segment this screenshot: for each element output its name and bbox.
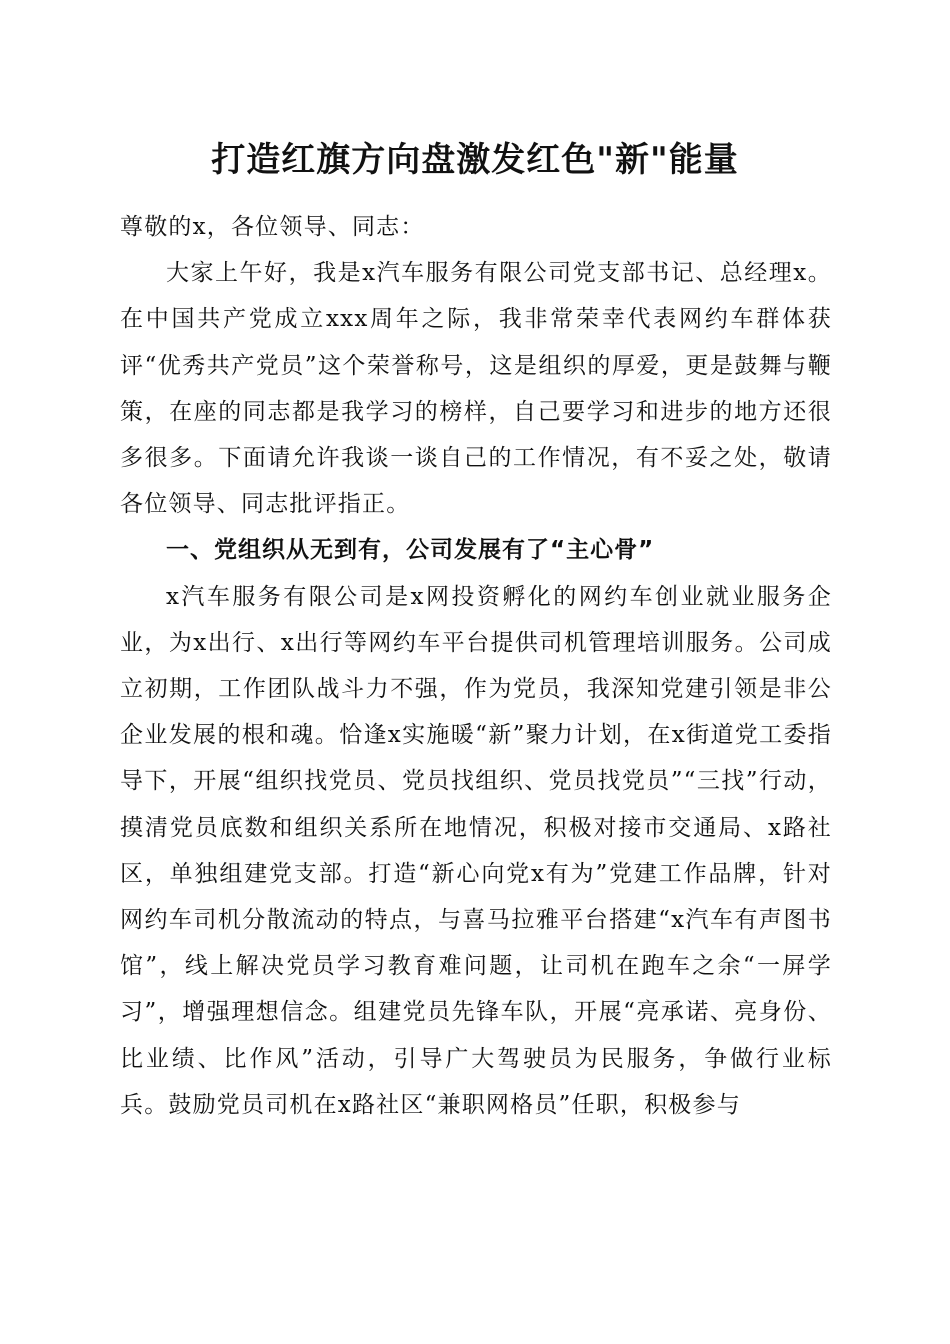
document-title: 打造红旗方向盘激发红色"新"能量 xyxy=(211,140,739,180)
document-body xyxy=(120,204,832,1128)
section-paragraph: x汽车服务有限公司是x网投资孵化的网约车创业就业服务企业，为x出行、x出行等网约车平台提供司机管理培训服务。公司成立初期，工作团队战斗力不强，作为党员，我深知党建引领是非公企业发展的根和魂。恰逢x实施暖“新”聚力计划，在x街道党工委指导下，开展“组织找党员、党员找组织、党员找党员”“三找”行动，摸清党员底数和组织关系所在地情况，积极对接市交通局、x路社区，单独组建党支部。打造“新心向党x有为”党建工作品牌，针对网约车司机分散流动的特点，与喜马拉雅平台搭建“x汽车有声图书馆”，线上解决党员学习教育难问题，让司机在跑车之余“一屏学习”，增强理想信念。组建党员先锋车队，开展“亮承诺、亮身份、比业绩、比作风”活动，引导广大驾驶员为民服务，争做行业标兵。鼓励党员司机在x路社区“兼职网格员”任职，积极参与 xyxy=(120,583,832,1118)
intro-paragraph: 大家上午好，我是x汽车服务有限公司党支部书记、总经理x。在中国共产党成立xxx周年之际，我非常荣幸代表网约车群体获评“优秀共产党员”这个荣誉称号，这是组织的厚爱，更是鼓舞与鞭策，在座的同志都是我学习的榜样，自己要学习和进步的地方还很多很多。下面请允许我谈一谈自己的工作情况，有不妥之处，敬请各位领导、同志批评指正。 xyxy=(120,260,832,518)
section-heading: 一、党组织从无到有，公司发展有了“主心骨” xyxy=(166,537,655,564)
salutation: 尊敬的x，各位领导、同志： xyxy=(120,214,425,240)
